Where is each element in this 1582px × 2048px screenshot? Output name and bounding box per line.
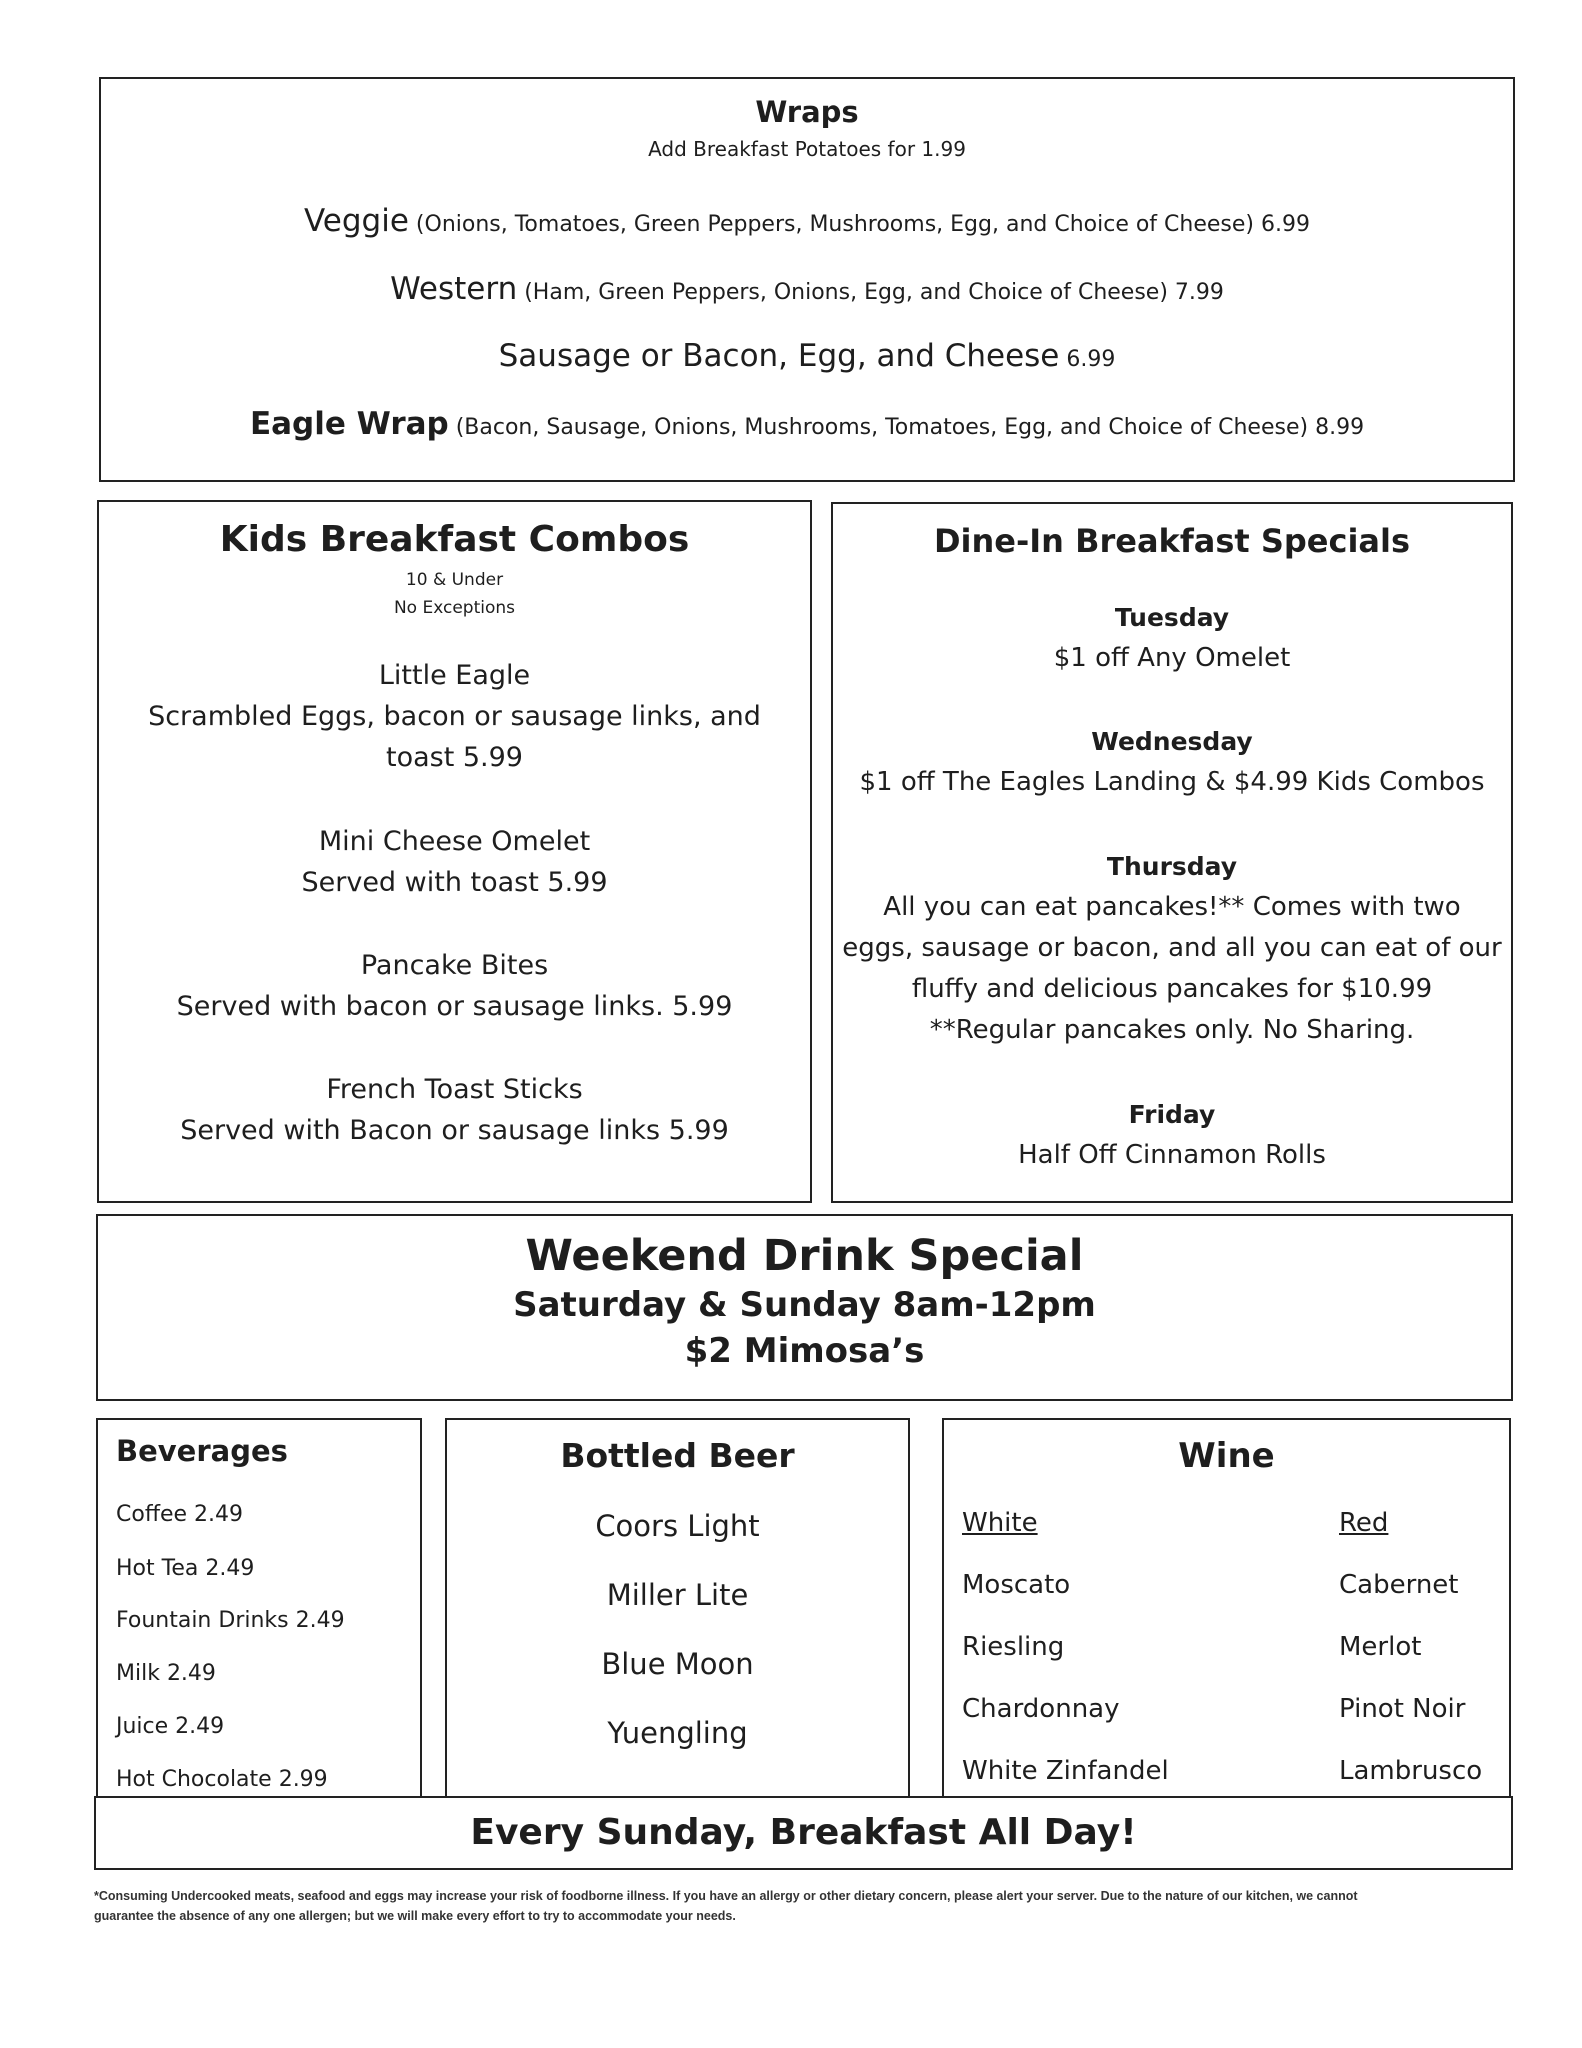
weekend-drink-special-section bbox=[96, 1214, 1513, 1401]
beer-item: Coors Light bbox=[595, 1509, 760, 1543]
wrap-item-desc: (Onions, Tomatoes, Green Peppers, Mushrooms, Egg, and Choice of Cheese) 6.99 bbox=[408, 212, 1310, 237]
special-day-text: Half Off Cinnamon Rolls bbox=[1018, 1140, 1326, 1170]
specials-title: Dine-In Breakfast Specials bbox=[933, 522, 1411, 560]
disclaimer-line: *Consuming Undercooked meats, seafood and eggs may increase your risk of foodborne illness. If you have an allergy or other dietary concern, please alert your server. Due to the nature of our kitchen, we cannot bbox=[94, 1889, 1358, 1903]
dine-in-specials-section bbox=[831, 502, 1513, 1203]
special-day-text: **Regular pancakes only. No Sharing. bbox=[929, 1015, 1415, 1045]
beverage-item: Hot Chocolate 2.99 bbox=[116, 1767, 328, 1792]
weekend-title: Weekend Drink Special bbox=[525, 1231, 1084, 1281]
kids-combo-desc: toast 5.99 bbox=[385, 742, 523, 773]
wrap-item-desc: 6.99 bbox=[1059, 347, 1116, 372]
wine-section bbox=[942, 1418, 1511, 1796]
special-day-name: Tuesday bbox=[1114, 603, 1230, 632]
kids-combo-desc: Scrambled Eggs, bacon or sausage links, and bbox=[148, 701, 761, 732]
red-wine-item: Pinot Noir bbox=[1339, 1694, 1466, 1724]
weekend-mimosa-price: $2 Mimosa’s bbox=[684, 1331, 925, 1371]
beverages-title: Beverages bbox=[116, 1434, 288, 1468]
kids-title: Kids Breakfast Combos bbox=[219, 519, 690, 560]
beverage-item: Coffee 2.49 bbox=[116, 1502, 244, 1527]
kids-combo-item bbox=[99, 1069, 810, 1151]
special-day bbox=[833, 847, 1511, 1051]
sunday-banner bbox=[94, 1796, 1513, 1870]
white-wine-item: Chardonnay bbox=[962, 1694, 1120, 1724]
wrap-item bbox=[101, 271, 1513, 307]
red-wine-column bbox=[1339, 1508, 1482, 1818]
kids-combo-name: Pancake Bites bbox=[360, 950, 549, 981]
bottled-beer-section bbox=[445, 1418, 910, 1796]
allergy-disclaimer bbox=[94, 1886, 1514, 1926]
kids-combo-item bbox=[99, 945, 810, 1027]
wrap-item-name: Eagle Wrap bbox=[249, 406, 449, 442]
kids-combo-name: Little Eagle bbox=[378, 660, 531, 691]
kids-combo-desc: Served with Bacon or sausage links 5.99 bbox=[180, 1115, 729, 1146]
beer-item: Yuengling bbox=[607, 1716, 748, 1750]
red-wine-item: Lambrusco bbox=[1339, 1756, 1483, 1786]
wrap-item bbox=[101, 203, 1513, 239]
special-day bbox=[833, 722, 1511, 803]
special-day-text: $1 off Any Omelet bbox=[1053, 643, 1291, 673]
beer-title: Bottled Beer bbox=[560, 1436, 795, 1475]
white-wine-item: Moscato bbox=[962, 1570, 1071, 1600]
kids-exception-note: No Exceptions bbox=[393, 598, 516, 618]
beverage-item: Juice 2.49 bbox=[116, 1714, 225, 1739]
wrap-item-desc: (Bacon, Sausage, Onions, Mushrooms, Tomatoes, Egg, and Choice of Cheese) 8.99 bbox=[448, 415, 1365, 440]
special-day-text: All you can eat pancakes!** Comes with two bbox=[883, 892, 1461, 922]
beverages-section bbox=[96, 1418, 422, 1796]
special-day bbox=[833, 1095, 1511, 1176]
special-day-text: $1 off The Eagles Landing & $4.99 Kids Combos bbox=[859, 767, 1485, 797]
special-day-name: Friday bbox=[1128, 1100, 1216, 1129]
white-wine-header: White bbox=[962, 1508, 1038, 1538]
wraps-title: Wraps bbox=[755, 95, 859, 129]
wraps-subtitle: Add Breakfast Potatoes for 1.99 bbox=[648, 137, 966, 161]
white-wine-column bbox=[962, 1508, 1169, 1818]
wrap-item-desc: (Ham, Green Peppers, Onions, Egg, and Choice of Cheese) 7.99 bbox=[517, 280, 1224, 305]
wraps-section bbox=[99, 77, 1515, 482]
weekend-hours: Saturday & Sunday 8am-12pm bbox=[513, 1285, 1096, 1325]
wrap-item-name: Sausage or Bacon, Egg, and Cheese bbox=[498, 338, 1060, 374]
special-day-text: eggs, sausage or bacon, and all you can eat of our bbox=[842, 933, 1502, 963]
kids-combo-name: French Toast Sticks bbox=[326, 1074, 583, 1105]
kids-combo-item bbox=[99, 655, 810, 778]
special-day bbox=[833, 598, 1511, 679]
red-wine-item: Cabernet bbox=[1339, 1570, 1459, 1600]
white-wine-item: Riesling bbox=[962, 1632, 1065, 1662]
wrap-item bbox=[101, 338, 1513, 374]
kids-combo-name: Mini Cheese Omelet bbox=[318, 826, 591, 857]
wrap-item-name: Veggie bbox=[304, 203, 409, 239]
wine-title: Wine bbox=[1178, 1436, 1275, 1476]
kids-combo-desc: Served with toast 5.99 bbox=[301, 867, 608, 898]
sunday-text: Every Sunday, Breakfast All Day! bbox=[470, 1812, 1137, 1853]
kids-combo-desc: Served with bacon or sausage links. 5.99 bbox=[176, 991, 733, 1022]
special-day-name: Thursday bbox=[1106, 852, 1238, 881]
red-wine-header: Red bbox=[1339, 1508, 1389, 1538]
beverage-item: Hot Tea 2.49 bbox=[116, 1556, 255, 1581]
kids-combos-section bbox=[97, 500, 812, 1203]
beverage-item: Milk 2.49 bbox=[116, 1661, 216, 1686]
disclaimer-line: guarantee the absence of any one allergen; but we will make every effort to try to accommodate your needs. bbox=[94, 1909, 736, 1923]
kids-combo-item bbox=[99, 821, 810, 903]
kids-age-note: 10 & Under bbox=[405, 570, 504, 590]
beverage-item: Fountain Drinks 2.49 bbox=[116, 1608, 345, 1633]
wrap-item-name: Western bbox=[390, 271, 518, 307]
wrap-item bbox=[101, 406, 1513, 442]
white-wine-item: White Zinfandel bbox=[962, 1756, 1169, 1786]
beer-item: Blue Moon bbox=[601, 1647, 754, 1681]
special-day-text: fluffy and delicious pancakes for $10.99 bbox=[911, 974, 1433, 1004]
beer-item: Miller Lite bbox=[606, 1578, 749, 1612]
special-day-name: Wednesday bbox=[1091, 727, 1253, 756]
red-wine-item: Merlot bbox=[1339, 1632, 1422, 1662]
